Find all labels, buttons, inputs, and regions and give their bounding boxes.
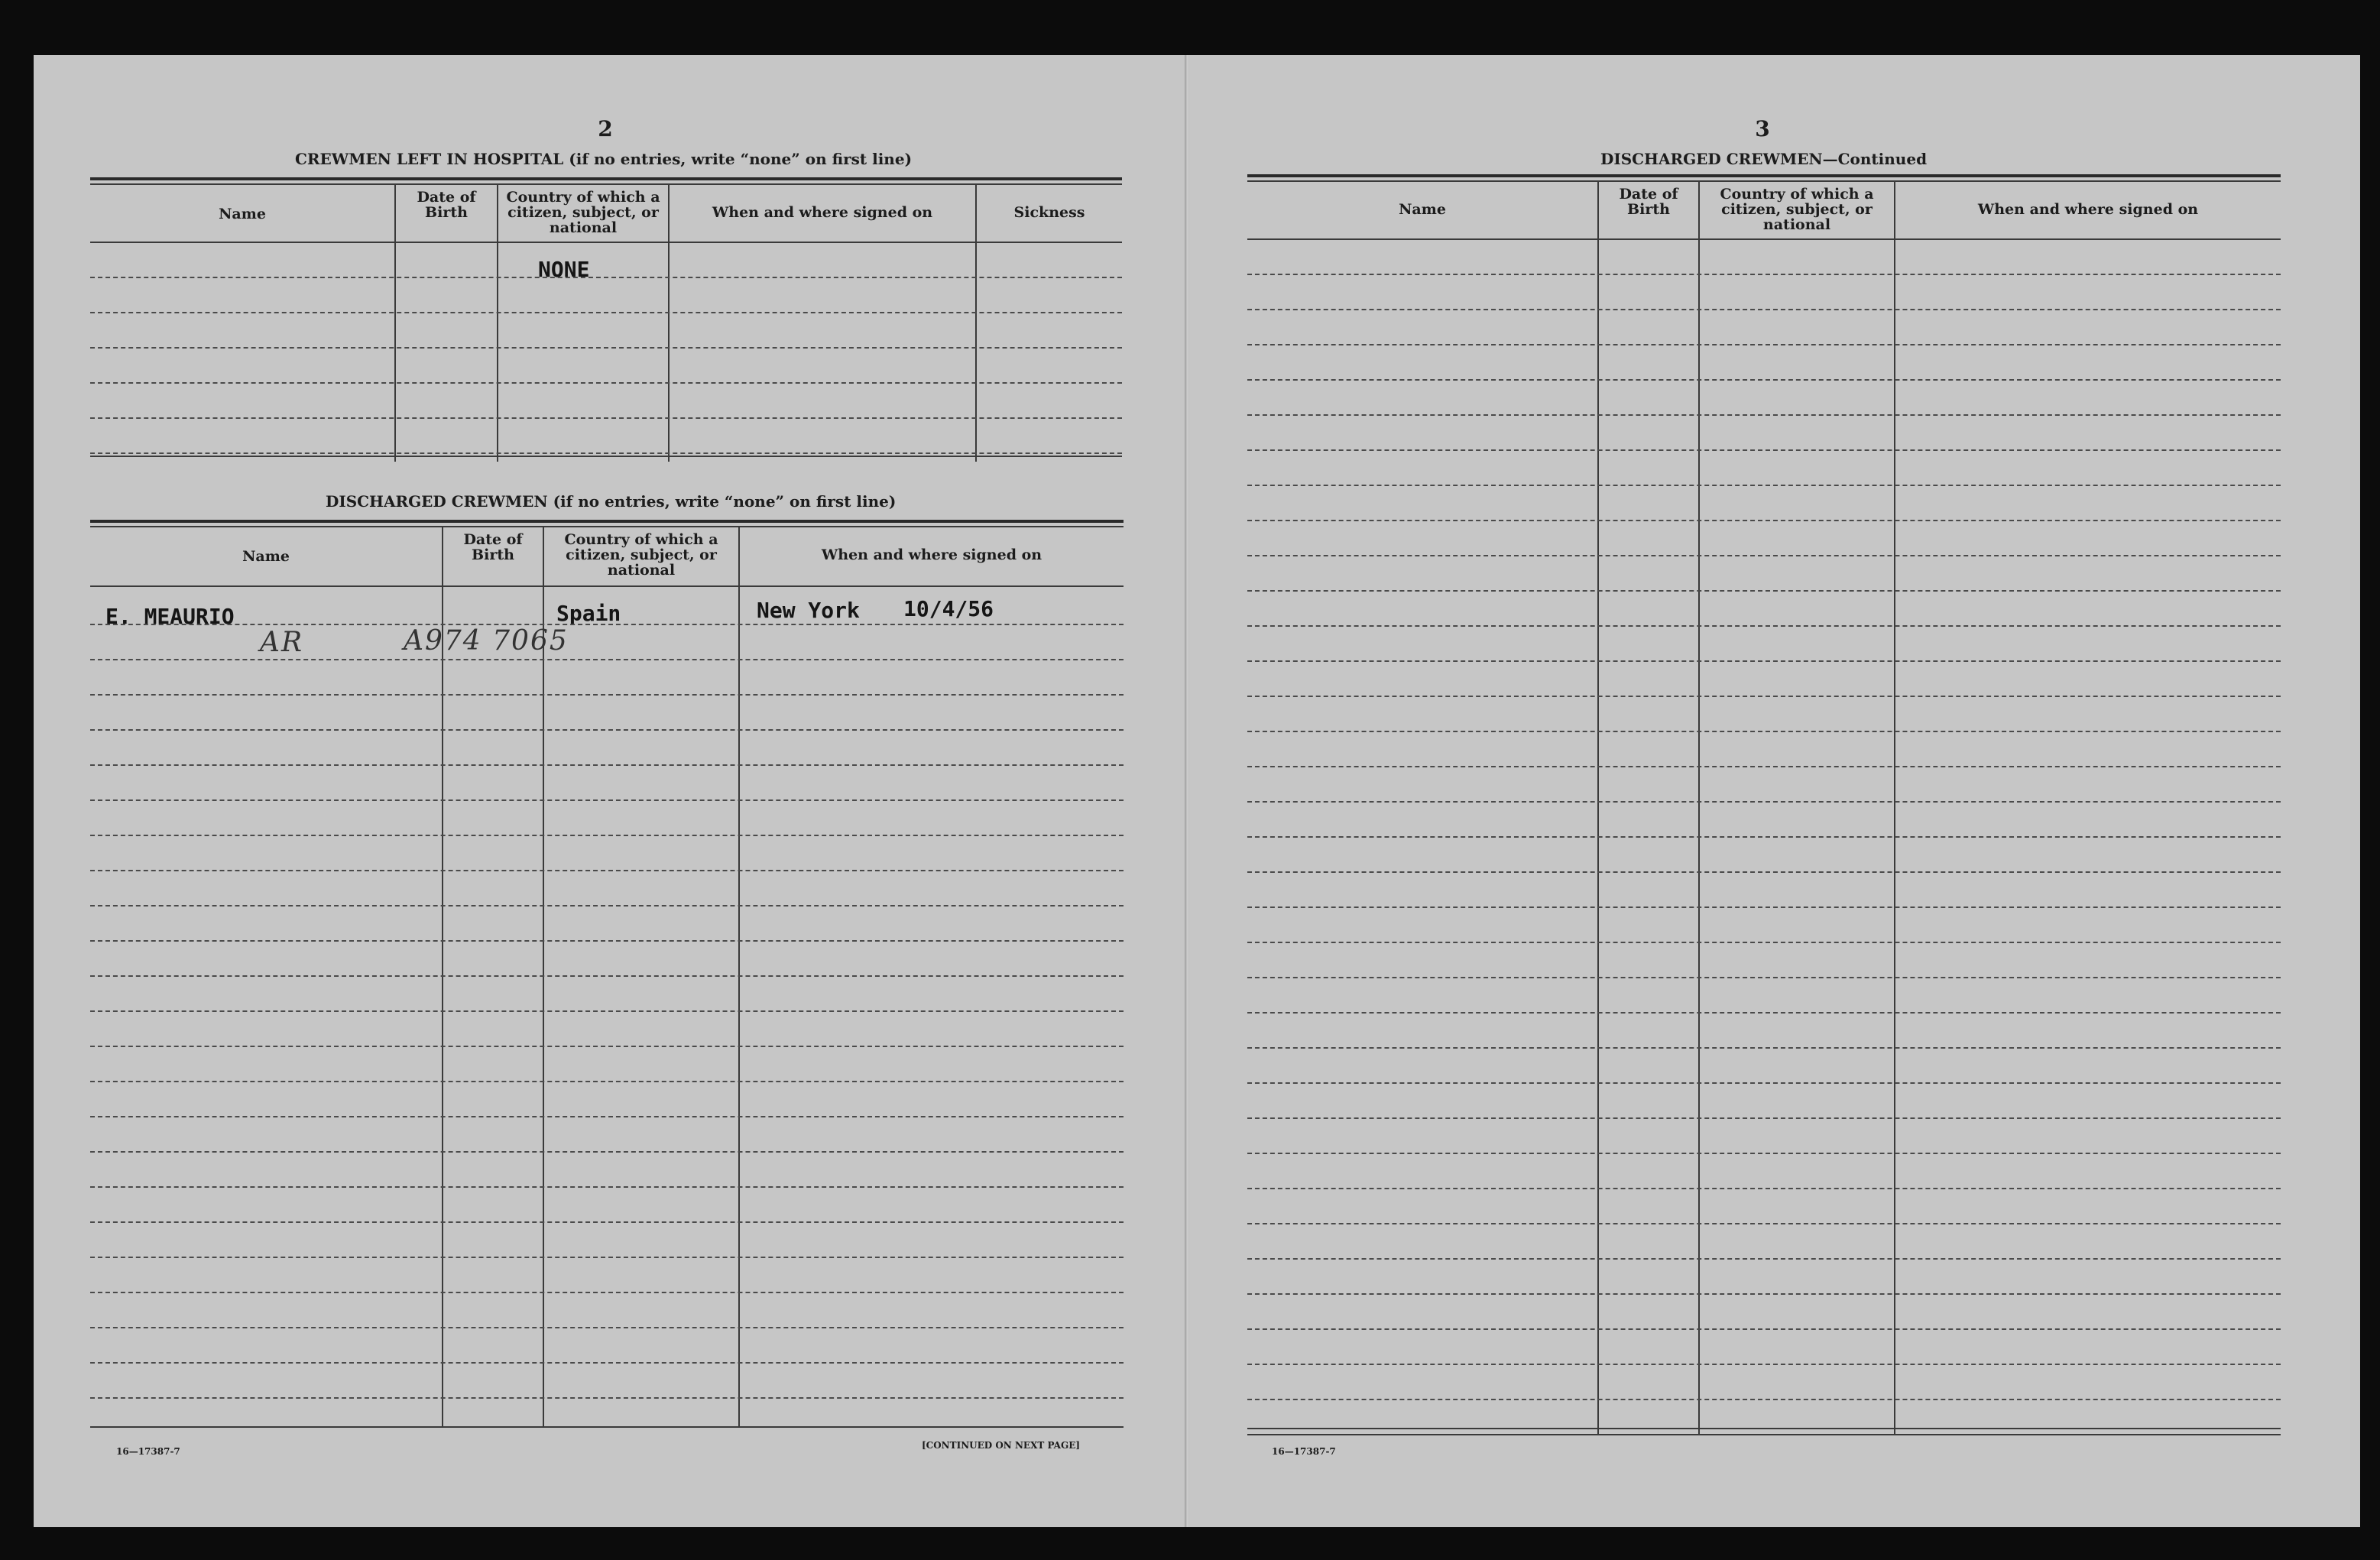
ruled-line (1247, 836, 2281, 838)
ruled-line (1247, 1328, 2281, 1330)
disc-col-country: Country of which a citizen, subject, or national (564, 531, 718, 579)
ruled-line (90, 1186, 1124, 1188)
ruled-line (1247, 309, 2281, 310)
ruled-line (90, 312, 1122, 313)
ruled-line (90, 1397, 1124, 1399)
ruled-line (90, 347, 1122, 349)
ruled-line (90, 624, 1124, 625)
ruled-line (90, 1010, 1124, 1012)
ruled-line (1247, 449, 2281, 451)
disc-col-dob: Date of Birth (463, 531, 523, 563)
ruled-line (1247, 1047, 2281, 1049)
ruled-line (90, 694, 1124, 696)
discharged-date: 10/4/56 (903, 596, 994, 621)
right-col-dob: Date of Birth (1619, 186, 1678, 218)
ruled-line (90, 905, 1124, 906)
discharged-continued-table (1247, 174, 2281, 1440)
ruled-line (90, 940, 1124, 942)
ruled-line (90, 870, 1124, 871)
ruled-line (1247, 1293, 2281, 1295)
ruled-line (1247, 1153, 2281, 1154)
ruled-line (1247, 906, 2281, 908)
ruled-line (90, 1327, 1124, 1328)
ruled-line (90, 1151, 1124, 1153)
ruled-line (90, 764, 1124, 766)
ruled-line (1247, 1117, 2281, 1119)
right-col-name: Name (1399, 201, 1446, 218)
discharged-country: Spain (556, 601, 621, 626)
ruled-line (90, 277, 1122, 278)
ruled-line (1247, 1188, 2281, 1189)
ruled-line (1247, 414, 2281, 416)
ruled-line (1247, 344, 2281, 345)
ruled-line (1247, 1012, 2281, 1014)
continued-note: [CONTINUED ON NEXT PAGE] (922, 1440, 1081, 1451)
right-col-signed-on: When and where signed on (1977, 201, 2199, 218)
ruled-line (90, 1292, 1124, 1293)
ruled-line (1247, 660, 2281, 662)
ruled-line (1247, 696, 2281, 697)
ruled-line (1247, 731, 2281, 732)
ruled-line (1247, 1223, 2281, 1224)
page-number-2: 2 (598, 116, 613, 141)
ruled-line (90, 1081, 1124, 1082)
ruled-line (1247, 555, 2281, 556)
ruled-line (1247, 379, 2281, 381)
hospital-entry-none: NONE (538, 257, 590, 282)
ruled-line (1247, 871, 2281, 873)
right-col-country: Country of which a citizen, subject, or national (1720, 186, 1874, 233)
ruled-line (90, 729, 1124, 731)
discharged-name: E. MEAURIO (105, 604, 235, 629)
left-form-number: 16—17387-7 (116, 1446, 180, 1457)
ruled-line (1247, 801, 2281, 803)
ruled-line (90, 1257, 1124, 1258)
hosp-col-sickness: Sickness (1013, 204, 1085, 221)
ruled-line (90, 799, 1124, 801)
hosp-col-signed-on: When and where signed on (712, 204, 933, 221)
handwritten-alien-number: A974 7065 (404, 625, 569, 657)
discharged-table (90, 520, 1124, 1428)
hosp-col-dob: Date of Birth (417, 189, 476, 221)
ruled-line (1247, 1082, 2281, 1084)
ruled-line (90, 1116, 1124, 1117)
disc-col-name: Name (242, 548, 290, 565)
hospital-section-heading: CREWMEN LEFT IN HOSPITAL (if no entries, write “none” on first line) (295, 150, 913, 168)
ruled-line (1247, 1258, 2281, 1260)
handwritten-ar: AR (260, 627, 304, 658)
hosp-col-country: Country of which a citizen, subject, or national (506, 189, 660, 236)
disc-col-signed-on: When and where signed on (821, 546, 1042, 563)
hospital-table (90, 177, 1122, 462)
ruled-line (1247, 590, 2281, 592)
ruled-line (1247, 520, 2281, 521)
page-number-3: 3 (1755, 116, 1770, 141)
ruled-line (90, 1221, 1124, 1223)
ruled-line (90, 452, 1122, 454)
ruled-line (1247, 942, 2281, 943)
ruled-line (1247, 1399, 2281, 1400)
ruled-line (90, 975, 1124, 977)
ruled-line (1247, 977, 2281, 978)
ruled-line (90, 1362, 1124, 1364)
ruled-line (1247, 274, 2281, 275)
ruled-line (1247, 485, 2281, 486)
ruled-line (1247, 766, 2281, 767)
ruled-line (90, 382, 1122, 384)
ruled-line (90, 1046, 1124, 1047)
right-form-number: 16—17387-7 (1272, 1446, 1336, 1457)
ruled-line (90, 417, 1122, 419)
discharged-section-heading: DISCHARGED CREWMEN (if no entries, write “none” on first line) (326, 492, 897, 511)
discharged-place: New York (757, 598, 860, 623)
right-section-heading: DISCHARGED CREWMEN—Continued (1600, 150, 1928, 168)
ruled-line (90, 835, 1124, 836)
ruled-line (90, 659, 1124, 660)
ruled-line (1247, 625, 2281, 627)
ruled-line (1247, 1364, 2281, 1365)
hosp-col-name: Name (219, 206, 266, 222)
